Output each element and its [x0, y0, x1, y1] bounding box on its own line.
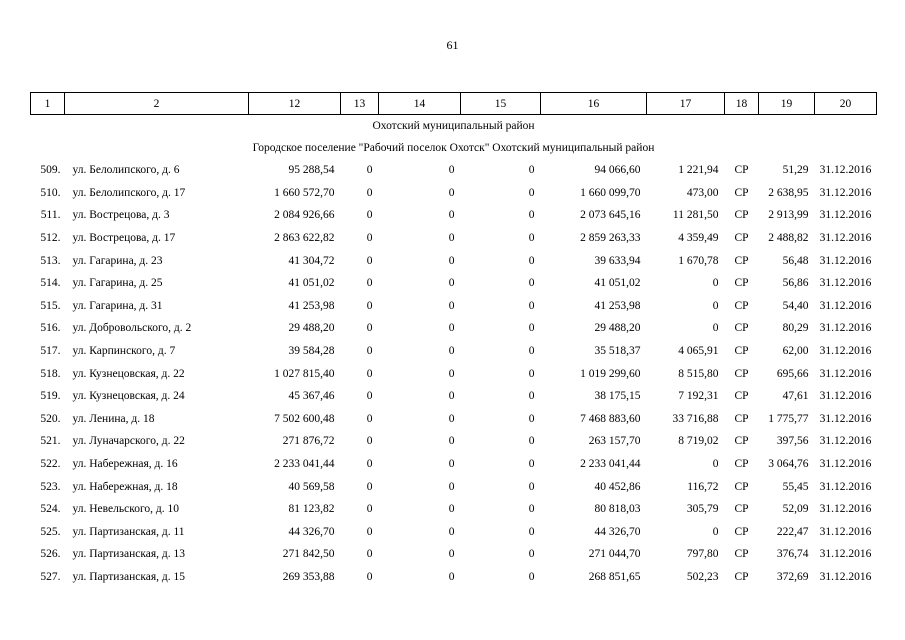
col-15-value: 0: [528, 186, 535, 199]
col-16-value: 2 859 263,33: [580, 232, 641, 245]
address: ул. Партизанская, д. 15: [72, 570, 185, 583]
col-18-value: СР: [734, 277, 749, 290]
col-16-value: 80 818,03: [594, 503, 641, 516]
col-14-value: 0: [448, 458, 455, 471]
col-19-value: 52,09: [782, 503, 809, 516]
col-13-value: 0: [366, 254, 373, 267]
col-12-value: 29 488,20: [288, 322, 335, 335]
col-12-value: 39 584,28: [288, 345, 335, 358]
col-16-value: 44 326,70: [594, 525, 641, 538]
col-13-value: 0: [366, 209, 373, 222]
col-13-value: 0: [366, 570, 373, 583]
col-15-value: 0: [528, 164, 535, 177]
col-14-value: 0: [448, 254, 455, 267]
row-number: 521.: [40, 435, 61, 448]
col-16-value: 1 660 099,70: [580, 186, 641, 199]
col-20-date: 31.12.2016: [819, 345, 872, 358]
col-12-value: 41 051,02: [288, 277, 335, 290]
address: ул. Кузнецовская, д. 24: [72, 390, 185, 403]
row-number: 522.: [40, 458, 61, 471]
column-header: 17: [647, 93, 725, 115]
row-number: 519.: [40, 390, 61, 403]
col-17-value: 33 716,88: [672, 412, 719, 425]
address: ул. Ленина, д. 18: [72, 412, 155, 425]
col-12-value: 269 353,88: [282, 570, 335, 583]
col-14-value: 0: [448, 209, 455, 222]
table-row: [31, 182, 877, 205]
section-title: Охотский муниципальный район: [372, 120, 535, 132]
col-15-value: 0: [528, 209, 535, 222]
section-title-row: [31, 115, 877, 138]
col-18-value: СР: [734, 412, 749, 425]
address: ул. Белолипского, д. 17: [72, 186, 186, 199]
col-16-value: 39 633,94: [594, 254, 641, 267]
col-13-value: 0: [366, 164, 373, 177]
address: ул. Партизанская, д. 13: [72, 548, 185, 561]
row-number: 510.: [40, 186, 61, 199]
col-19-value: 695,66: [776, 367, 809, 380]
col-13-value: 0: [366, 345, 373, 358]
col-12-value: 41 304,72: [288, 254, 335, 267]
address: ул. Гагарина, д. 25: [72, 277, 163, 290]
col-14-value: 0: [448, 548, 455, 561]
col-17-value: 4 065,91: [678, 345, 719, 358]
address: ул. Вострецова, д. 3: [72, 209, 170, 222]
col-14-value: 0: [448, 570, 455, 583]
col-13-value: 0: [366, 277, 373, 290]
col-19-value: 51,29: [782, 164, 809, 177]
address: ул. Вострецова, д. 17: [72, 232, 176, 245]
col-20-date: 31.12.2016: [819, 164, 872, 177]
col-15-value: 0: [528, 548, 535, 561]
col-19-value: 56,86: [782, 277, 809, 290]
col-14-value: 0: [448, 525, 455, 538]
col-17-value: 11 281,50: [672, 209, 719, 222]
col-15-value: 0: [528, 503, 535, 516]
row-number: 515.: [40, 299, 61, 312]
col-12-value: 271 842,50: [282, 548, 335, 561]
table-row: [31, 475, 877, 498]
col-19-value: 55,45: [782, 480, 809, 493]
col-13-value: 0: [366, 412, 373, 425]
col-20-date: 31.12.2016: [819, 299, 872, 312]
col-17-value: 0: [712, 299, 719, 312]
col-16-value: 29 488,20: [594, 322, 641, 335]
col-17-value: 116,72: [687, 480, 719, 493]
address: ул. Гагарина, д. 31: [72, 299, 163, 312]
page-number: 61: [446, 38, 459, 52]
col-13-value: 0: [366, 503, 373, 516]
col-15-value: 0: [528, 299, 535, 312]
col-20-date: 31.12.2016: [819, 209, 872, 222]
col-12-value: 41 253,98: [288, 299, 335, 312]
table-row: [31, 408, 877, 431]
column-header: 2: [65, 93, 249, 115]
col-14-value: 0: [448, 322, 455, 335]
col-14-value: 0: [448, 299, 455, 312]
table-row: [31, 521, 877, 544]
col-18-value: СР: [734, 232, 749, 245]
col-18-value: СР: [734, 458, 749, 471]
col-17-value: 305,79: [686, 503, 719, 516]
col-19-value: 376,74: [776, 548, 809, 561]
table-row: [31, 317, 877, 340]
row-number: 525.: [40, 525, 61, 538]
column-header: 16: [541, 93, 647, 115]
col-19-value: 2 913,99: [768, 209, 809, 222]
col-18-value: СР: [734, 570, 749, 583]
address: ул. Луначарского, д. 22: [72, 435, 185, 448]
col-14-value: 0: [448, 503, 455, 516]
col-16-value: 94 066,60: [594, 164, 641, 177]
col-17-value: 8 515,80: [678, 367, 719, 380]
column-header: 20: [815, 93, 877, 115]
col-16-value: 35 518,37: [594, 345, 641, 358]
col-18-value: СР: [734, 209, 749, 222]
col-14-value: 0: [448, 390, 455, 403]
col-12-value: 95 288,54: [288, 164, 335, 177]
col-13-value: 0: [366, 548, 373, 561]
col-19-value: 80,29: [782, 322, 809, 335]
col-19-value: 62,00: [782, 345, 809, 358]
col-17-value: 7 192,31: [678, 390, 719, 403]
col-16-value: 2 233 041,44: [580, 458, 641, 471]
table-row: [31, 227, 877, 250]
col-15-value: 0: [528, 412, 535, 425]
col-13-value: 0: [366, 186, 373, 199]
col-19-value: 372,69: [776, 570, 809, 583]
col-12-value: 2 084 926,66: [274, 209, 335, 222]
row-number: 524.: [40, 503, 61, 516]
col-20-date: 31.12.2016: [819, 186, 872, 199]
row-number: 520.: [40, 412, 61, 425]
table-row: [31, 362, 877, 385]
address: ул. Набережная, д. 16: [72, 458, 178, 471]
table-row: [31, 453, 877, 476]
table-row: [31, 385, 877, 408]
subsection-title: Городское поселение "Рабочий поселок Охотск" Охотский муниципальный район: [252, 142, 655, 154]
col-19-value: 3 064,76: [768, 458, 809, 471]
column-header: 18: [725, 93, 759, 115]
col-15-value: 0: [528, 232, 535, 245]
col-13-value: 0: [366, 480, 373, 493]
col-16-value: 268 851,65: [588, 570, 641, 583]
col-16-value: 40 452,86: [594, 480, 641, 493]
col-12-value: 7 502 600,48: [274, 412, 335, 425]
address: ул. Кузнецовская, д. 22: [72, 367, 185, 380]
row-number: 511.: [40, 209, 61, 222]
column-header: 1: [31, 93, 65, 115]
col-15-value: 0: [528, 480, 535, 493]
row-number: 512.: [40, 232, 61, 245]
col-18-value: СР: [734, 390, 749, 403]
col-14-value: 0: [448, 164, 455, 177]
col-15-value: 0: [528, 525, 535, 538]
col-18-value: СР: [734, 254, 749, 267]
col-20-date: 31.12.2016: [819, 232, 872, 245]
table-row: [31, 430, 877, 453]
address: ул. Невельского, д. 10: [72, 503, 179, 516]
address: ул. Белолипского, д. 6: [72, 164, 180, 177]
col-20-date: 31.12.2016: [819, 322, 872, 335]
col-17-value: 4 359,49: [678, 232, 719, 245]
col-20-date: 31.12.2016: [819, 548, 872, 561]
col-18-value: СР: [734, 503, 749, 516]
row-number: 527.: [40, 570, 61, 583]
col-20-date: 31.12.2016: [819, 412, 872, 425]
col-18-value: СР: [734, 480, 749, 493]
col-15-value: 0: [528, 254, 535, 267]
col-19-value: 2 488,82: [768, 232, 809, 245]
table-row: [31, 204, 877, 227]
col-17-value: 1 670,78: [678, 254, 719, 267]
col-19-value: 1 775,77: [768, 412, 809, 425]
col-19-value: 397,56: [776, 435, 809, 448]
col-17-value: 0: [712, 458, 719, 471]
col-17-value: 797,80: [686, 548, 719, 561]
col-20-date: 31.12.2016: [819, 525, 872, 538]
col-12-value: 2 233 041,44: [274, 458, 335, 471]
col-13-value: 0: [366, 435, 373, 448]
column-header: 15: [461, 93, 541, 115]
col-15-value: 0: [528, 277, 535, 290]
col-17-value: 502,23: [686, 570, 719, 583]
address: ул. Набережная, д. 18: [72, 480, 178, 493]
col-18-value: СР: [734, 322, 749, 335]
col-20-date: 31.12.2016: [819, 458, 872, 471]
col-19-value: 2 638,95: [768, 186, 809, 199]
col-12-value: 44 326,70: [288, 525, 335, 538]
col-20-date: 31.12.2016: [819, 435, 872, 448]
col-12-value: 81 123,82: [288, 503, 335, 516]
col-16-value: 263 157,70: [588, 435, 641, 448]
col-17-value: 8 719,02: [678, 435, 719, 448]
col-15-value: 0: [528, 322, 535, 335]
address: ул. Гагарина, д. 23: [72, 254, 163, 267]
col-19-value: 47,61: [782, 390, 809, 403]
col-16-value: 1 019 299,60: [580, 367, 641, 380]
address: ул. Добровольского, д. 2: [72, 322, 192, 335]
col-19-value: 56,48: [782, 254, 809, 267]
col-20-date: 31.12.2016: [819, 390, 872, 403]
col-20-date: 31.12.2016: [819, 503, 872, 516]
col-20-date: 31.12.2016: [819, 367, 872, 380]
col-17-value: 0: [712, 277, 719, 290]
col-14-value: 0: [448, 345, 455, 358]
column-header: 13: [341, 93, 379, 115]
col-17-value: 0: [712, 525, 719, 538]
row-number: 526.: [40, 548, 61, 561]
col-19-value: 54,40: [782, 299, 809, 312]
row-number: 514.: [40, 277, 61, 290]
col-14-value: 0: [448, 367, 455, 380]
row-number: 517.: [40, 345, 61, 358]
col-16-value: 38 175,15: [594, 390, 641, 403]
data-table: [30, 92, 877, 588]
col-20-date: 31.12.2016: [819, 480, 872, 493]
col-18-value: СР: [734, 525, 749, 538]
col-12-value: 1 660 572,70: [274, 186, 335, 199]
col-20-date: 31.12.2016: [819, 277, 872, 290]
col-20-date: 31.12.2016: [819, 254, 872, 267]
table-row: [31, 272, 877, 295]
col-15-value: 0: [528, 367, 535, 380]
col-15-value: 0: [528, 345, 535, 358]
col-15-value: 0: [528, 570, 535, 583]
table-row: [31, 498, 877, 521]
col-14-value: 0: [448, 277, 455, 290]
table-row: [31, 340, 877, 363]
table-row: [31, 543, 877, 566]
col-16-value: 41 051,02: [594, 277, 641, 290]
col-14-value: 0: [448, 412, 455, 425]
table-row: [31, 295, 877, 318]
col-14-value: 0: [448, 435, 455, 448]
col-16-value: 2 073 645,16: [580, 209, 641, 222]
column-header: 12: [249, 93, 341, 115]
col-15-value: 0: [528, 390, 535, 403]
col-18-value: СР: [734, 186, 749, 199]
col-13-value: 0: [366, 299, 373, 312]
col-13-value: 0: [366, 322, 373, 335]
col-15-value: 0: [528, 458, 535, 471]
column-header: 19: [759, 93, 815, 115]
col-19-value: 222,47: [776, 525, 809, 538]
col-16-value: 7 468 883,60: [580, 412, 641, 425]
col-14-value: 0: [448, 186, 455, 199]
col-20-date: 31.12.2016: [819, 570, 872, 583]
column-header-row: [31, 93, 877, 115]
col-14-value: 0: [448, 480, 455, 493]
address: ул. Партизанская, д. 11: [72, 525, 185, 538]
table-row: [31, 249, 877, 272]
col-12-value: 271 876,72: [282, 435, 335, 448]
row-number: 516.: [40, 322, 61, 335]
col-13-value: 0: [366, 367, 373, 380]
table-row: [31, 159, 877, 182]
row-number: 523.: [40, 480, 61, 493]
table-row: [31, 566, 877, 589]
col-12-value: 2 863 622,82: [274, 232, 335, 245]
col-17-value: 1 221,94: [678, 164, 719, 177]
col-16-value: 271 044,70: [588, 548, 641, 561]
row-number: 509.: [40, 164, 61, 177]
col-12-value: 40 569,58: [288, 480, 335, 493]
row-number: 513.: [40, 254, 61, 267]
col-13-value: 0: [366, 525, 373, 538]
col-13-value: 0: [366, 390, 373, 403]
col-18-value: СР: [734, 164, 749, 177]
col-13-value: 0: [366, 232, 373, 245]
subsection-title-row: [31, 137, 877, 159]
address: ул. Карпинского, д. 7: [72, 345, 176, 358]
col-18-value: СР: [734, 299, 749, 312]
col-16-value: 41 253,98: [594, 299, 641, 312]
row-number: 518.: [40, 367, 61, 380]
col-12-value: 45 367,46: [288, 390, 335, 403]
column-header: 14: [379, 93, 461, 115]
col-18-value: СР: [734, 367, 749, 380]
col-17-value: 473,00: [686, 186, 719, 199]
col-15-value: 0: [528, 435, 535, 448]
col-18-value: СР: [734, 435, 749, 448]
col-18-value: СР: [734, 548, 749, 561]
col-18-value: СР: [734, 345, 749, 358]
col-12-value: 1 027 815,40: [274, 367, 335, 380]
col-17-value: 0: [712, 322, 719, 335]
col-13-value: 0: [366, 458, 373, 471]
col-14-value: 0: [448, 232, 455, 245]
